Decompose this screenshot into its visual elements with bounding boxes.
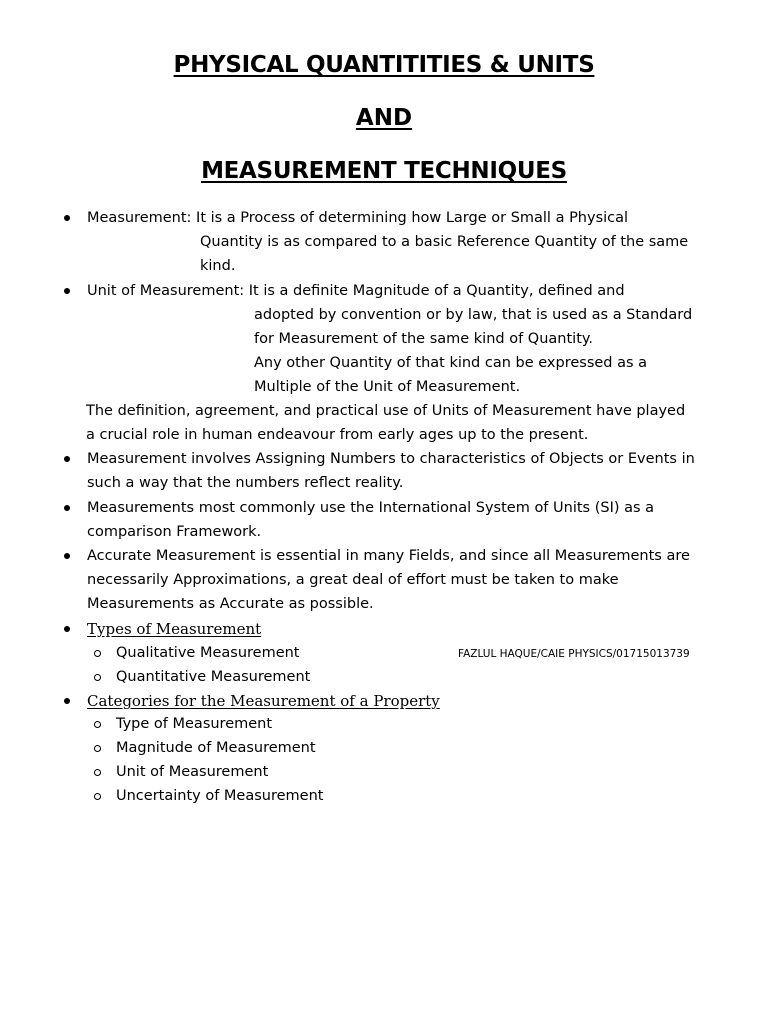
unit-definition-line: adopted by convention or by law, that is used as a Standard: [254, 307, 693, 323]
document-subtitle: MEASUREMENT TECHNIQUES: [201, 158, 567, 184]
definition-text: It is a definite Magnitude of a Quantity, defined and: [248, 283, 625, 299]
bullet-text-line: necessarily Approximations, a great deal of effort must be taken to make: [87, 572, 619, 588]
sub-bullet-icon: [94, 769, 101, 776]
list-item: Magnitude of Measurement: [116, 740, 316, 756]
sub-bullet-icon: [94, 721, 101, 728]
measurement-definition-line: Quantity is as compared to a basic Reference Quantity of the same: [200, 234, 689, 250]
sub-bullet-icon: [94, 793, 101, 800]
types-heading: Types of Measurement: [87, 620, 262, 638]
list-item: Qualitative Measurement: [116, 645, 300, 661]
sub-bullet-icon: [94, 650, 101, 657]
unit-definition-line: Multiple of the Unit of Measurement.: [254, 379, 521, 395]
definition-text: It is a Process of determining how Large or Small a Physical: [196, 210, 629, 226]
measurement-definition-line: kind.: [200, 258, 236, 274]
unit-definition-line: for Measurement of the same kind of Quantity.: [254, 331, 594, 347]
term-label: Unit of Measurement:: [87, 283, 245, 299]
list-item: Quantitative Measurement: [116, 669, 311, 685]
list-item: Uncertainty of Measurement: [116, 788, 324, 804]
bullet-icon: [64, 553, 70, 559]
categories-heading: Categories for the Measurement of a Property: [87, 692, 440, 710]
bullet-text-line: comparison Framework.: [87, 524, 262, 540]
paragraph-line: The definition, agreement, and practical use of Units of Measurement have played: [86, 403, 686, 419]
bullet-icon: [64, 288, 70, 294]
unit-definition-line: [87, 279, 625, 303]
author-credit: FAZLUL HAQUE/CAIE PHYSICS/01715013739: [458, 648, 690, 660]
sub-bullet-icon: [94, 674, 101, 681]
bullet-text-line: Accurate Measurement is essential in many Fields, and since all Measurements are: [87, 548, 690, 564]
title-connector: AND: [355, 105, 413, 131]
bullet-icon: [64, 505, 70, 511]
unit-definition-line: Any other Quantity of that kind can be expressed as a: [254, 355, 648, 371]
bullet-text-line: Measurement involves Assigning Numbers to characteristics of Objects or Events in: [87, 451, 695, 467]
bullet-icon: [64, 698, 70, 704]
list-item: Unit of Measurement: [116, 764, 269, 780]
bullet-text-line: such a way that the numbers reflect reality.: [87, 475, 404, 491]
term-label: Measurement:: [87, 210, 192, 226]
bullet-text-line: Measurements as Accurate as possible.: [87, 596, 374, 612]
list-item: Type of Measurement: [116, 716, 273, 732]
bullet-text-line: Measurements most commonly use the International System of Units (SI) as a: [87, 500, 655, 516]
paragraph-line: a crucial role in human endeavour from early ages up to the present.: [86, 427, 589, 443]
bullet-icon: [64, 215, 70, 221]
bullet-icon: [64, 626, 70, 632]
measurement-definition-line: [87, 206, 628, 230]
document-title: PHYSICAL QUANTITITIES & UNITS: [173, 52, 595, 78]
bullet-icon: [64, 456, 70, 462]
sub-bullet-icon: [94, 745, 101, 752]
